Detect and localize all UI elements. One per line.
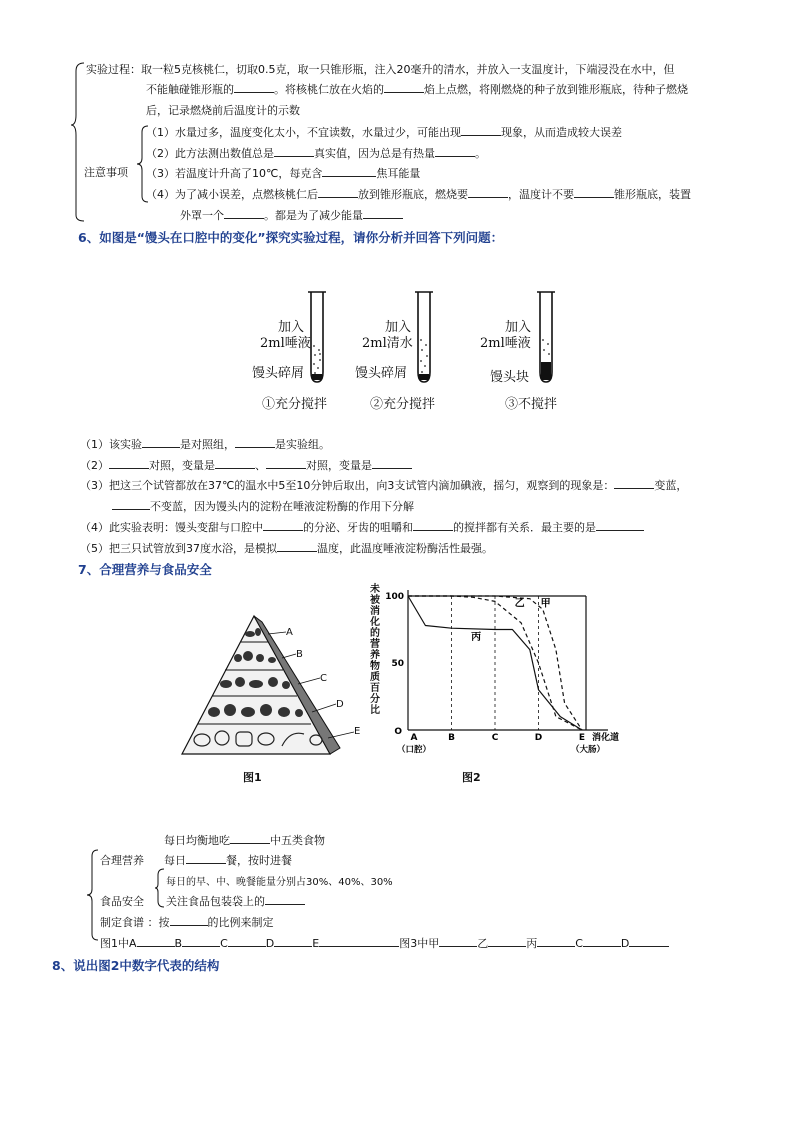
meals-per-day: 每日 餐，按时进餐: [164, 854, 292, 867]
safety-text: 关注食品包装袋上的: [166, 893, 305, 909]
tube2-sample: 馒头碎屑: [355, 366, 408, 381]
y-tick-50: 50: [391, 659, 404, 669]
figure1-caption: 图1: [243, 771, 262, 784]
experiment-brace: [70, 55, 90, 225]
nutrition-brace: [86, 846, 100, 944]
blank[interactable]: [263, 519, 303, 531]
blank[interactable]: [537, 935, 575, 947]
origin-label: O: [394, 727, 402, 737]
food-pyramid: [178, 612, 364, 764]
x-note-A: （口腔）: [396, 745, 432, 755]
note-2: （2）此方法测出数值总是 真实值，因为总是有热量 。: [146, 147, 486, 160]
tube1-add: 加入: [278, 320, 305, 335]
q6-line2: （2） 对照，变量是 、 对照，变量是: [80, 457, 412, 473]
pyramid-label-a: A: [286, 627, 293, 638]
tube1-caption: ①充分搅拌: [262, 397, 328, 412]
process-line1: 实验过程：取一粒5克核桃仁，切取0.5克，取一只锥形瓶，注入20毫升的清水，并放入一支温度计，下端浸没在水中，但: [86, 63, 675, 76]
tube1-sample: 馒头碎屑: [252, 366, 305, 381]
blank[interactable]: [322, 165, 376, 177]
blank[interactable]: [234, 81, 274, 93]
meal-energy: 每日的早、中、晚餐能量分别占30%、40%、30%: [166, 877, 393, 888]
pyramid-label-d: D: [336, 699, 344, 710]
blank[interactable]: [488, 935, 526, 947]
meal-brace: [154, 867, 166, 909]
pyramid-label-e: E: [354, 726, 361, 737]
x-tick-C: C: [491, 733, 499, 743]
x-tick-A: A: [410, 733, 418, 743]
blank[interactable]: [629, 935, 669, 947]
series-label-丙: 丙: [471, 632, 482, 644]
blank[interactable]: [363, 207, 403, 219]
blank[interactable]: [435, 145, 475, 157]
figure-fill-line: 图1中A B C D E 图3中甲 乙 丙 C D: [100, 935, 669, 951]
y-tick-100: 100: [385, 592, 404, 602]
nutrition-label: 合理营养: [100, 854, 144, 867]
blank[interactable]: [274, 145, 314, 157]
tube3-liquid: 2ml唾液: [480, 336, 531, 351]
tube1-liquid: 2ml唾液: [260, 336, 311, 351]
notes-label: 注意事项: [84, 166, 128, 179]
blank[interactable]: [109, 457, 149, 469]
blank[interactable]: [228, 935, 266, 947]
blank[interactable]: [274, 935, 312, 947]
blank[interactable]: [235, 436, 275, 448]
note-4: （4）为了减小误差，点燃核桃仁后 放到锥形瓶底，燃烧要 ，温度计不要 锥形瓶底，装置: [146, 188, 691, 201]
tube3-add: 加入: [505, 320, 532, 335]
blank[interactable]: [596, 519, 644, 531]
blank[interactable]: [614, 477, 654, 489]
q6-heading: 6、如图是“馒头在口腔中的变化”探究实验过程，请你分析并回答下列问题：: [78, 230, 504, 245]
note-3: （3）若温度计升高了10℃，每克含 焦耳能量: [146, 167, 421, 180]
digestion-chart: [362, 578, 620, 758]
q6-line3-cont: 不变蓝，因为馒头内的淀粉在唾液淀粉酶的作用下分解: [112, 498, 414, 514]
pyramid-label-b: B: [296, 649, 303, 660]
note-1: （1）水量过多，温度变化太小，不宜读数，水量过少，可能出现 现象，从而造成较大误差: [146, 126, 622, 139]
x-axis-label: 消化道: [592, 733, 620, 743]
process-label: 实验过程：: [86, 63, 141, 76]
blank[interactable]: [461, 124, 501, 136]
blank[interactable]: [224, 207, 264, 219]
series-label-甲: 甲: [540, 598, 551, 610]
test-tube-1: [305, 290, 329, 386]
blank[interactable]: [112, 498, 150, 510]
chart-ylabel: 未被消化的营养物质百分比: [370, 584, 380, 716]
q6-line4: （4）此实验表明：馒头变甜与口腔中 的分泌、牙齿的咀嚼和 的搅拌都有关系．最主要的是: [80, 519, 644, 535]
blank[interactable]: [182, 935, 220, 947]
series-label-乙: 乙: [514, 598, 525, 610]
process-line3: 后，记录燃烧前后温度计的示数: [146, 104, 300, 117]
pyramid-label-c: C: [320, 673, 327, 684]
x-note-E: （大肠）: [570, 745, 606, 755]
tube2-liquid: 2ml清水: [362, 336, 413, 351]
blank[interactable]: [574, 186, 614, 198]
x-tick-B: B: [448, 733, 455, 743]
blank[interactable]: [318, 186, 358, 198]
blank[interactable]: [439, 935, 477, 947]
q6-line1: （1）该实验 是对照组， 是实验组。: [80, 438, 330, 451]
blank[interactable]: [583, 935, 621, 947]
blank[interactable]: [265, 893, 305, 905]
blank[interactable]: [372, 457, 412, 469]
x-tick-E: E: [578, 733, 586, 743]
eat-balanced: 每日均衡地吃 中五类食物: [164, 834, 325, 847]
tube2-caption: ②充分搅拌: [370, 397, 436, 412]
q7-heading: 7、合理营养与食品安全: [78, 562, 212, 577]
figure2-caption: 图2: [462, 771, 481, 784]
q6-line3: （3）把这三个试管都放在37℃的温水中5至10分钟后取出，向3支试管内滴加碘液，摇匀，观察到的现象是： 变蓝，: [80, 479, 688, 492]
blank[interactable]: [277, 540, 317, 552]
blank[interactable]: [468, 186, 508, 198]
note-4-cont: 外罩一个 。都是为了减少能量: [180, 207, 403, 223]
blank[interactable]: [170, 914, 208, 926]
q8-heading: 8、说出图2中数字代表的结构: [52, 958, 220, 973]
test-tube-2: [412, 290, 436, 386]
blank[interactable]: [186, 852, 226, 864]
process-line2: 不能触碰锥形瓶的 。将核桃仁放在火焰的 焰上点燃，将刚燃烧的种子放到锥形瓶底，待种子燃烧: [146, 83, 688, 96]
blank[interactable]: [215, 457, 255, 469]
x-tick-D: D: [534, 733, 543, 743]
blank[interactable]: [142, 436, 180, 448]
safety-label: 食品安全: [100, 895, 144, 908]
tube3-sample: 馒头块: [490, 370, 530, 385]
q6-line5: （5）把三只试管放到37度水浴，是模拟 温度，此温度唾液淀粉酶活性最强。: [80, 542, 493, 555]
blank[interactable]: [413, 519, 453, 531]
tube3-caption: ③不搅拌: [505, 397, 558, 412]
tube2-add: 加入: [385, 320, 412, 335]
recipe-text: 制定食谱 ：按 的比例来制定: [100, 916, 274, 929]
blank[interactable]: [230, 832, 270, 844]
blank[interactable]: [384, 81, 424, 93]
blank[interactable]: [266, 457, 306, 469]
blank[interactable]: [137, 935, 175, 947]
test-tube-3: [534, 290, 558, 386]
blank[interactable]: [319, 935, 399, 947]
